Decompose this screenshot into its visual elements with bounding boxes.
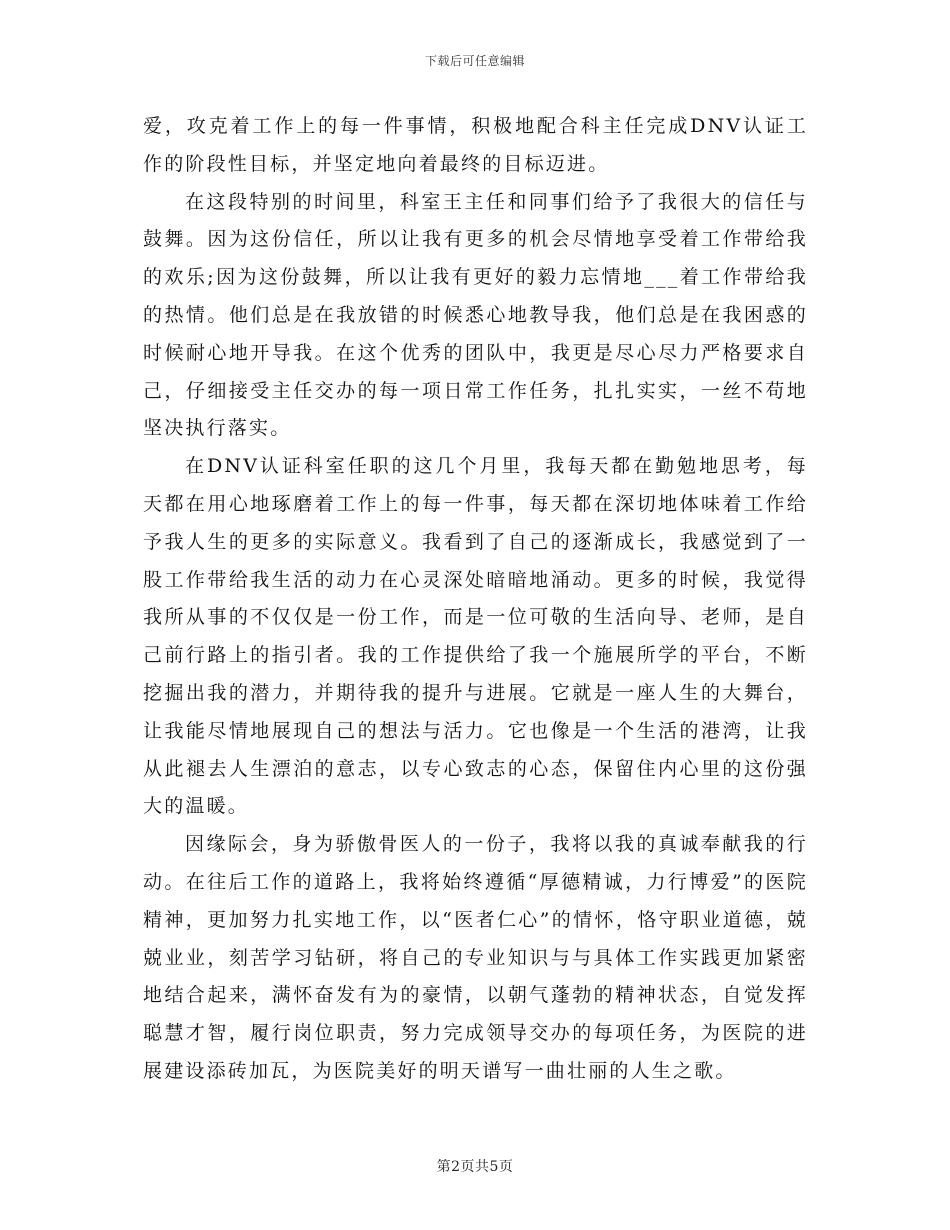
document-body [143, 108, 808, 1091]
paragraph-4: 因缘际会，身为骄傲骨医人的一份子，我将以我的真诚奉献我的行动。在往后工作的道路上，我将始终遵循“厚德精诚，力行博爱”的医院精神，更加努力扎实地工作，以“医者仁心”的情怀，恪守职业道德，兢兢业业，刻苦学习钻研，将自己的专业知识与与具体工作实践更加紧密地结合起来，满怀奋发有为的豪情，以朝气蓬勃的精神状态，自觉发挥聪慧才智，履行岗位职责，努力完成领导交办的每项任务，为医院的进展建设添砖加瓦，为医院美好的明天谱写一曲壮丽的人生之歌。 [143, 833, 808, 1082]
paragraph-2: 在这段特别的时间里，科室王主任和同事们给予了我很大的信任与鼓舞。因为这份信任，所以让我有更多的机会尽情地享受着工作带给我的欢乐;因为这份鼓舞，所以让我有更好的毅力忘情地___着工作带给我的热情。他们总是在我放错的时候悉心地教导我，他们总是在我困惑的时候耐心地开导我。在这个优秀的团队中，我更是尽心尽力严格要求自己，仔细接受主任交办的每一项日常工作任务，扎扎实实，一丝不苟地坚决执行落实。 [143, 190, 808, 440]
page-number: 第2页共5页 [436, 1159, 514, 1175]
page-header: 下载后可任意编辑 [424, 54, 525, 68]
paragraph-1: 爱，攻克着工作上的每一件事情，积极地配合科主任完成DNV认证工作的阶段性目标，并坚定地向着最终的目标迈进。 [143, 115, 808, 175]
paragraph-3: 在DNV认证科室任职的这几个月里，我每天都在勤勉地思考，每天都在用心地琢磨着工作上的每一件事，每天都在深切地体味着工作给予我人生的更多的实际意义。我看到了自己的逐渐成长，我感觉到了一股工作带给我生活的动力在心灵深处暗暗地涌动。更多的时候，我觉得我所从事的不仅仅是一份工作，而是一位可敬的生活向导、老师，是自己前行路上的指引者。我的工作提供给了我一个施展所学的平台，不断挖掘出我的潜力，并期待我的提升与进展。它就是一座人生的大舞台，让我能尽情地展现自己的想法与活力。它也像是一个生活的港湾，让我从此褪去人生漂泊的意志，以专心致志的心态，保留住内心里的这份强大的温暖。 [143, 455, 808, 818]
